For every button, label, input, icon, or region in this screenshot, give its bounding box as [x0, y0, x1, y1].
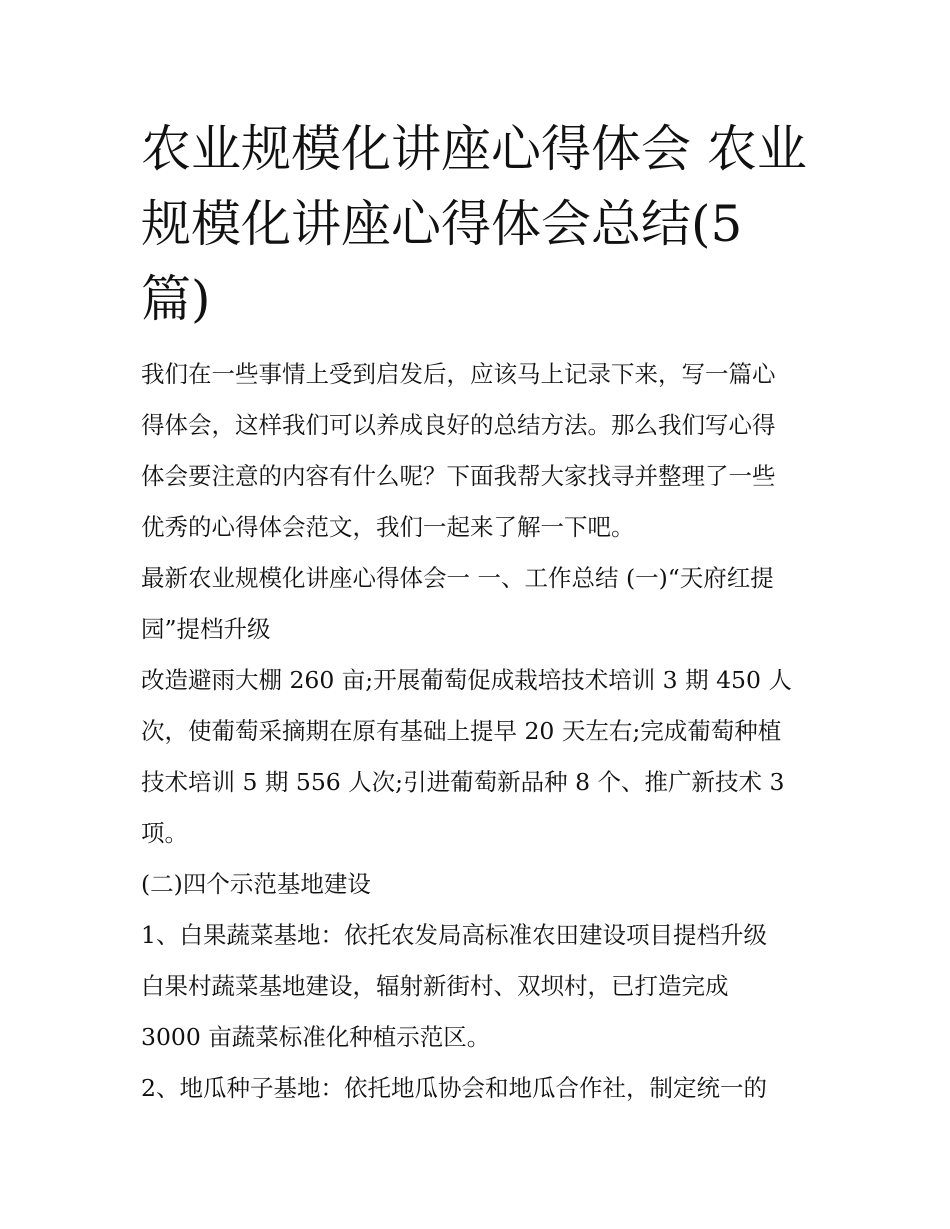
title-line-2: 规模化讲座心得体会总结(5 [141, 195, 743, 253]
text-line: 我们在一些事情上受到启发后，应该马上记录下来，写一篇心 [141, 360, 776, 388]
seed-base-paragraph [141, 1063, 821, 1114]
text-line: 技术培训 5 期 556 人次;引进葡萄新品种 8 个、推广新技术 3 [141, 768, 785, 796]
text-line: 园”提档升级 [141, 615, 271, 643]
text-line: 白果村蔬菜基地建设，辐射新街村、双坝村，已打造完成 [141, 972, 729, 1000]
text-line: 得体会，这样我们可以养成良好的总结方法。那么我们写心得 [141, 411, 776, 439]
text-line: 最新农业规模化讲座心得体会一 一、工作总结 (一)“天府红提 [141, 564, 774, 592]
vegetable-base-paragraph [141, 910, 821, 1063]
text-line: 改造避雨大棚 260 亩;开展葡萄促成栽培技术培训 3 期 450 人 [141, 666, 792, 694]
title-line-1: 农业规模化讲座心得体会 农业 [141, 120, 807, 178]
title-line-3: 篇) [141, 270, 211, 328]
text-line: 2、地瓜种子基地：依托地瓜协会和地瓜合作社，制定统一的 [141, 1074, 767, 1102]
text-line: 1、白果蔬菜基地：依托农发局高标准农田建设项目提档升级 [141, 921, 767, 949]
text-line: 项。 [141, 819, 188, 847]
intro-paragraph [141, 349, 821, 553]
text-line: (二)四个示范基地建设 [141, 870, 371, 898]
text-line: 体会要注意的内容有什么呢？下面我帮大家找寻并整理了一些 [141, 462, 776, 490]
subheading-paragraph [141, 859, 821, 910]
document-page [141, 112, 821, 1114]
section-heading-paragraph [141, 553, 821, 655]
document-title [141, 112, 821, 337]
text-line: 次，使葡萄采摘期在原有基础上提早 20 天左右;完成葡萄种植 [141, 717, 782, 745]
document-body [141, 349, 821, 1114]
text-line: 3000 亩蔬菜标准化种植示范区。 [141, 1023, 491, 1051]
text-line: 优秀的心得体会范文，我们一起来了解一下吧。 [141, 513, 635, 541]
upgrade-paragraph [141, 655, 821, 859]
